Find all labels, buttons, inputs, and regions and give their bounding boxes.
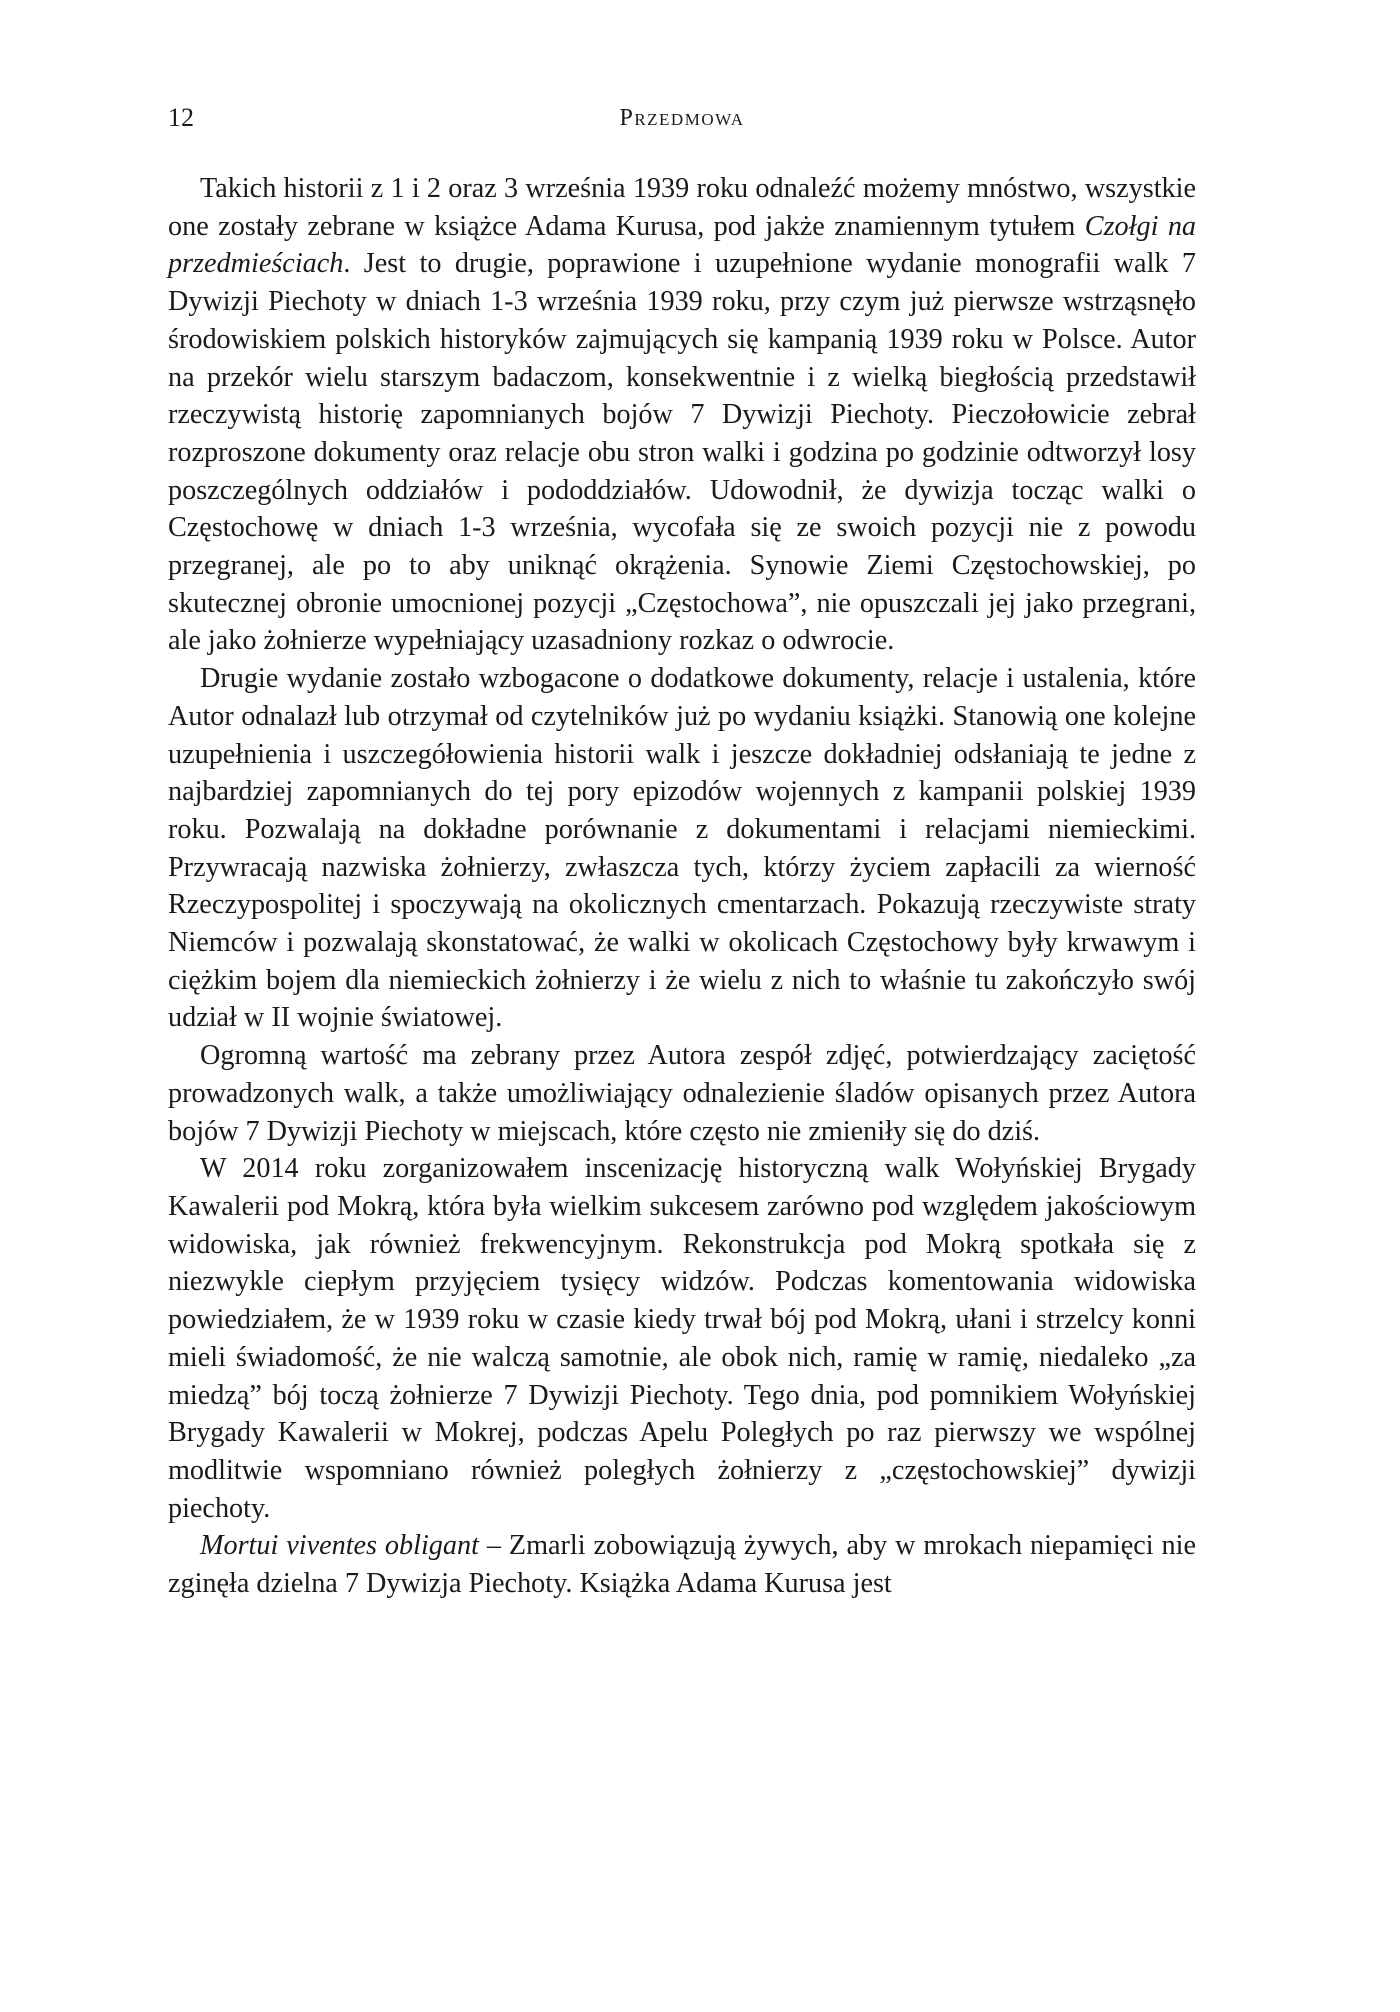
paragraph-text: W 2014 roku zorganizowałem inscenizację historyczną walk Wołyńskiej Brygady Kawalerii pod Mokrą, która była wielkim sukcesem zarówno pod względem jakościowym widowiska, jak również frekwencyjnym. Rekonstrukcja pod Mokrą spotkała się z niezwykle ciepłym przyjęciem tysięcy widzów. Podczas komentowania widowiska powiedziałem, że w 1939 roku w czasie kiedy trwał bój pod Mokrą, ułani i strzelcy konni mieli świadomość, że nie walczą samotnie, ale obok nich, ramię w ramię, niedaleko „za miedzą” bój toczą żołnierze 7 Dywizji Piechoty. Tego dnia, pod pomnikiem Wołyńskiej Brygady Kawalerii w Mokrej, podczas Apelu Poległych po raz pierwszy we wspólnej modlitwie wspomniano również poległych żołnierzy z „częstochowskiej” dywizji piechoty. [168,1153,1196,1524]
paragraph [168,170,1196,660]
paragraph [168,1527,1196,1602]
paragraph-text: Takich historii z 1 i 2 oraz 3 września 1939 roku odnaleźć możemy mnóstwo, wszystkie one zostały zebrane w książce Adama Kurusa, pod jakże znamiennym tytułem [168,173,1196,242]
latin-phrase-italic: Mortui viventes obligant [200,1530,479,1562]
running-title: Przedmowa [619,105,745,131]
page-number: 12 [168,103,194,132]
body-text [168,170,1196,1603]
page-header [168,100,1196,140]
paragraph-text: Drugie wydanie zostało wzbogacone o dodatkowe dokumenty, relacje i ustalenia, które Autor odnalazł lub otrzymał od czytelników już po wydaniu książki. Stanowią one kolejne uzupełnienia i uszczegółowienia historii walk i jeszcze dokładniej odsłaniają te jedne z najbardziej zapomnianych do tej pory epizodów wojennych z kampanii polskiej 1939 roku. Pozwalają na dokładne porównanie z dokumentami i relacjami niemieckimi. Przywracają nazwiska żołnierzy, zwłaszcza tych, którzy życiem zapłacili za wierność Rzeczypospolitej i spoczywają na okolicznych cmentarzach. Pokazują rzeczywiste straty Niemców i pozwalają skonstatować, że walki w okolicach Częstochowy były krwawym i ciężkim bojem dla niemieckich żołnierzy i że wielu z nich to właśnie tu zakończyło swój udział w II wojnie światowej. [168,663,1196,1034]
paragraph-text: Ogromną wartość ma zebrany przez Autora zespół zdjęć, potwierdzający zaciętość prowadzonych walk, a także umożliwiający odnalezienie śladów opisanych przez Autora bojów 7 Dywizji Piechoty w miejscach, które często nie zmieniły się do dziś. [168,1040,1196,1147]
book-title-italic: Czołgi na przedmieściach [168,210,1197,280]
paragraph [168,1037,1196,1150]
paragraph-text: . Jest to drugie, poprawione i uzupełnione wydanie monografii walk 7 Dywizji Piechoty w dniach 1-3 września 1939 roku, przy czym już pierwsze wstrząsnęło środowiskiem polskich historyków zajmujących się kampanią 1939 roku w Polsce. Autor na przekór wielu starszym badaczom, konsekwentnie i z wielką biegłością przedstawił rzeczywistą historię zapomnianych bojów 7 Dywizji Piechoty. Pieczołowicie zebrał rozproszone dokumenty oraz relacje obu stron walki i godzina po godzinie odtworzył losy poszczególnych oddziałów i pododdziałów. Udowodnił, że dywizja tocząc walki o Częstochowę w dniach 1-3 września, wycofała się ze swoich pozycji nie z powodu przegranej, ale po to aby uniknąć okrążenia. Synowie Ziemi Częstochowskiej, po skutecznej obronie umocnionej pozycji „Częstochowa”, nie opuszczali jej jako przegrani, ale jako żołnierze wypełniający uzasadniony rozkaz o odwrocie. [168,248,1196,657]
paragraph [168,1150,1196,1527]
paragraph-text: – Zmarli zobowiązują żywych, aby w mrokach niepamięci nie zginęła dzielna 7 Dywizja Piechoty. Książka Adama Kurusa jest [168,1530,1196,1600]
paragraph [168,660,1196,1037]
